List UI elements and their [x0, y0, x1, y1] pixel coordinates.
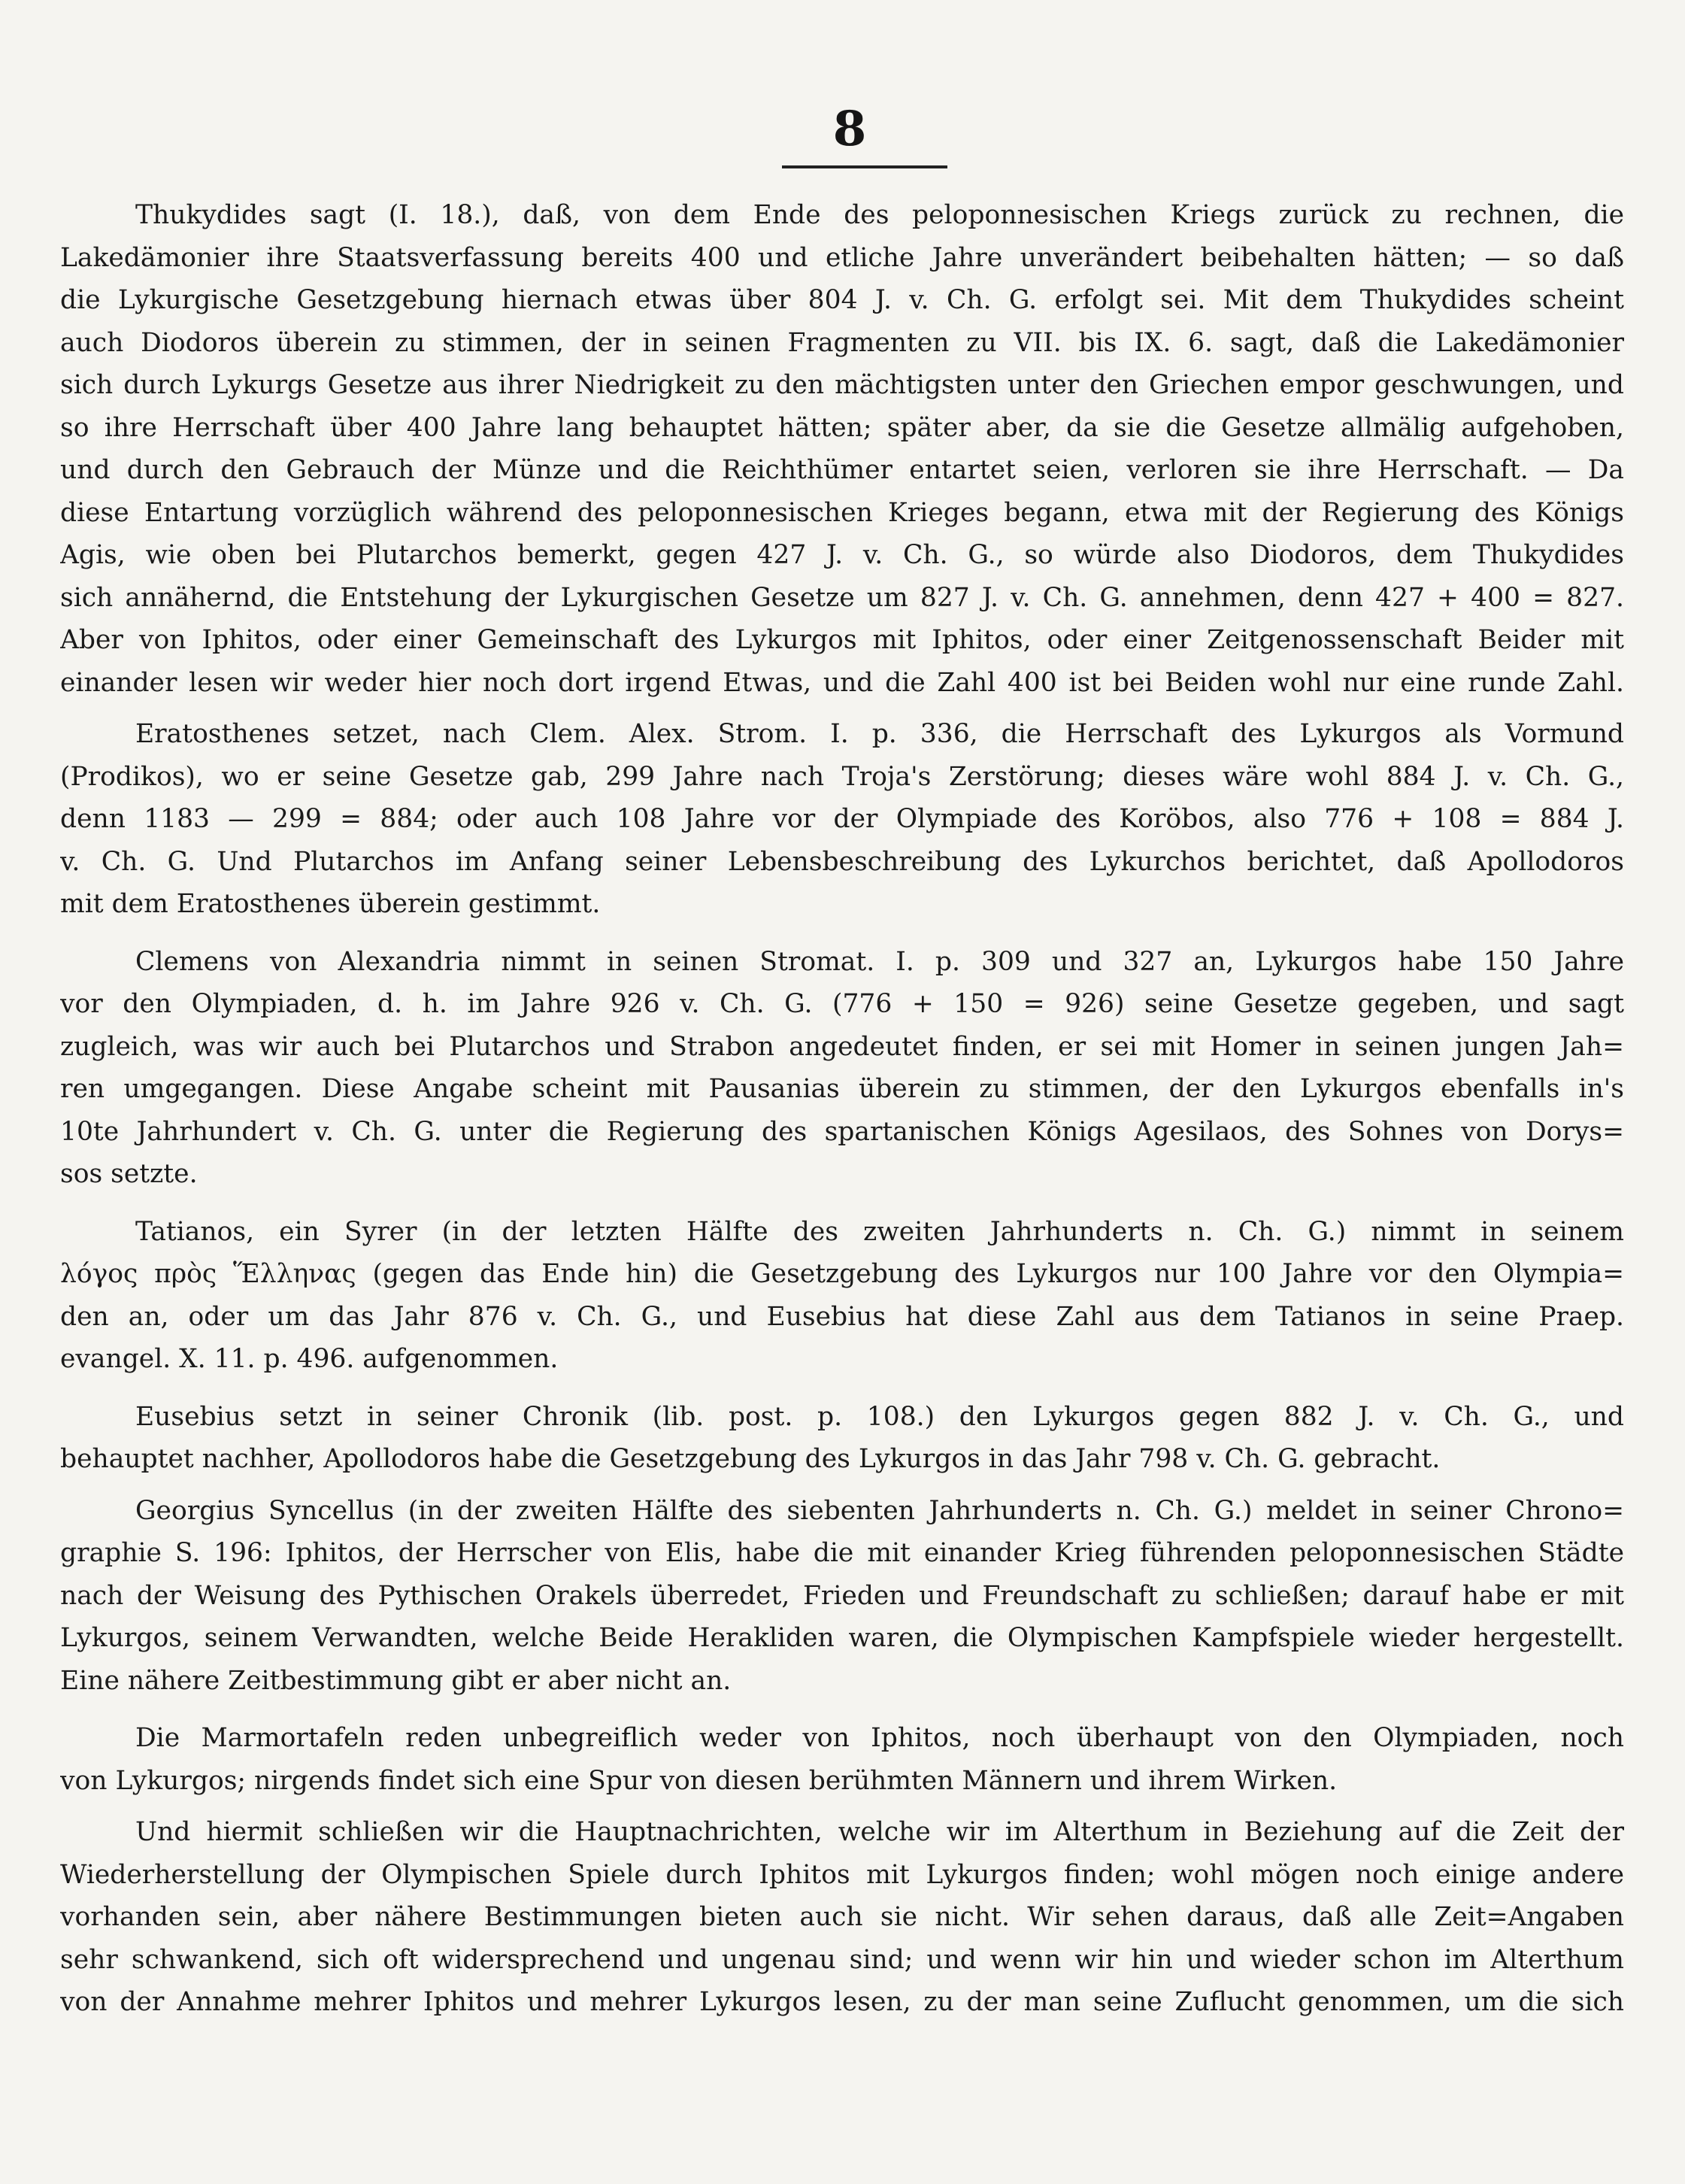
text-line: die Lykurgische Gesetzgebung hiernach etwas über 804 J. v. Ch. G. erfolgt sei. Mit dem Thukydides scheint	[60, 285, 1624, 315]
header-rule	[782, 165, 947, 168]
text-line: 10te Jahrhundert v. Ch. G. unter die Regierung des spartanischen Königs Agesilaos, des Sohnes von Dorys=	[60, 1116, 1624, 1147]
page-number: 8	[832, 101, 867, 157]
text-line: denn 1183 — 299 = 884; oder auch 108 Jahre vor der Olympiade des Koröbos, also 776 + 108 = 884 J.	[60, 804, 1624, 834]
text-line: Agis, wie oben bei Plutarchos bemerkt, gegen 427 J. v. Ch. G., so würde also Diodoros, dem Thukydides	[60, 540, 1624, 570]
text-line: einander lesen wir weder hier noch dort irgend Etwas, und die Zahl 400 ist bei Beiden wohl nur eine runde Zahl.	[60, 667, 1624, 698]
text-line: mit dem Eratosthenes überein gestimmt.	[60, 889, 601, 919]
paragraph-tatianos	[60, 1211, 1624, 1381]
text-line: sich annähernd, die Entstehung der Lykurgischen Gesetze um 827 J. v. Ch. G. annehmen, denn 427 + 400 = 827.	[60, 582, 1624, 613]
text-line: nach der Weisung des Pythischen Orakels überredet, Frieden und Freundschaft zu schließen; darauf habe er mit	[60, 1580, 1624, 1611]
text-line: ren umgegangen. Diese Angabe scheint mit Pausanias überein zu stimmen, der den Lykurgos ebenfalls in's	[60, 1074, 1624, 1104]
text-line: Die Marmortafeln reden unbegreiflich weder von Iphitos, noch überhaupt von den Olympiaden, noch	[135, 1723, 1624, 1753]
text-line: v. Ch. G. Und Plutarchos im Anfang seiner Lebensbeschreibung des Lykurchos berichtet, daß Apollodoros	[60, 846, 1624, 877]
text-line: Eusebius setzt in seiner Chronik (lib. post. p. 108.) den Lykurgos gegen 882 J. v. Ch. G., und	[135, 1401, 1624, 1432]
text-line: von Lykurgos; nirgends findet sich eine Spur von diesen berühmten Männern und ihrem Wirken.	[60, 1765, 1338, 1796]
text-line: Wiederherstellung der Olympischen Spiele durch Iphitos mit Lykurgos finden; wohl mögen noch einige andere	[60, 1859, 1624, 1890]
text-line: Und hiermit schließen wir die Hauptnachrichten, welche wir im Alterthum in Beziehung auf die Zeit der	[135, 1817, 1624, 1847]
text-line: den an, oder um das Jahr 876 v. Ch. G., und Eusebius hat diese Zahl aus dem Tatianos in seine Praep.	[60, 1301, 1624, 1332]
paragraph-eratosthenes	[60, 713, 1624, 926]
paragraph-marmortafeln	[60, 1717, 1624, 1802]
paragraph-eusebius	[60, 1396, 1624, 1481]
text-line: evangel. X. 11. p. 496. aufgenommen.	[60, 1344, 559, 1374]
text-line: vorhanden sein, aber nähere Bestimmungen bieten auch sie nicht. Wir sehen daraus, daß alle Zeit=Angaben	[60, 1902, 1624, 1932]
text-line: Georgius Syncellus (in der zweiten Hälfte des siebenten Jahrhunderts n. Ch. G.) meldet in seiner Chrono=	[135, 1495, 1624, 1526]
body-text	[60, 194, 1624, 2024]
text-line: λόγος πρὸς Ἕλληνας (gegen das Ende hin) die Gesetzgebung des Lykurgos nur 100 Jahre vor den Olympia=	[60, 1259, 1624, 1289]
text-line: Thukydides sagt (I. 18.), daß, von dem Ende des peloponnesischen Kriegs zurück zu rechnen, die	[135, 200, 1624, 230]
text-line: behauptet nachher, Apollodoros habe die Gesetzgebung des Lykurgos in das Jahr 798 v. Ch. G. gebracht.	[60, 1444, 1441, 1474]
text-line: diese Entartung vorzüglich während des peloponnesischen Krieges begann, etwa mit der Regierung des Königs	[60, 497, 1624, 528]
text-line: graphie S. 196: Iphitos, der Herrscher von Elis, habe die mit einander Krieg führenden peloponnesischen Städte	[60, 1538, 1624, 1568]
text-line: so ihre Herrschaft über 400 Jahre lang behauptet hätten; später aber, da sie die Gesetze allmälig aufgehoben,	[60, 412, 1624, 443]
text-line: Lykurgos, seinem Verwandten, welche Beide Herakliden waren, die Olympischen Kampfspiele wieder hergestellt.	[60, 1623, 1624, 1653]
text-line: (Prodikos), wo er seine Gesetze gab, 299 Jahre nach Troja's Zerstörung; dieses wäre wohl 884 J. v. Ch. G.,	[60, 761, 1624, 792]
text-line: sich durch Lykurgs Gesetze aus ihrer Niedrigkeit zu den mächtigsten unter den Griechen empor geschwungen, und	[60, 370, 1624, 400]
paragraph-clemens	[60, 941, 1624, 1196]
text-line: Tatianos, ein Syrer (in der letzten Hälfte des zweiten Jahrhunderts n. Ch. G.) nimmt in seinem	[135, 1216, 1624, 1247]
paragraph-thukydides	[60, 194, 1624, 704]
text-line: und durch den Gebrauch der Münze und die Reichthümer entartet seien, verloren sie ihre Herrschaft. — Da	[60, 455, 1624, 485]
paragraph-hauptnachrichten	[60, 1811, 1624, 2024]
text-line: sos setzte.	[60, 1159, 198, 1189]
text-line: von der Annahme mehrer Iphitos und mehrer Lykurgos lesen, zu der man seine Zuflucht genommen, um die sich	[60, 1987, 1624, 2017]
text-line: Aber von Iphitos, oder einer Gemeinschaft des Lykurgos mit Iphitos, oder einer Zeitgenossenschaft Beider mit	[60, 625, 1624, 655]
text-line: Lakedämonier ihre Staatsverfassung bereits 400 und etliche Jahre unverändert beibehalten hätten; — so daß	[60, 242, 1624, 273]
text-line: Eine nähere Zeitbestimmung gibt er aber nicht an.	[60, 1665, 732, 1696]
paragraph-syncellus	[60, 1490, 1624, 1703]
text-line: vor den Olympiaden, d. h. im Jahre 926 v. Ch. G. (776 + 150 = 926) seine Gesetze gegeben, und sagt	[60, 989, 1624, 1019]
text-line: Eratosthenes setzet, nach Clem. Alex. Strom. I. p. 336, die Herrschaft des Lykurgos als Vormund	[135, 719, 1624, 749]
text-line: zugleich, was wir auch bei Plutarchos und Strabon angedeutet finden, er sei mit Homer in seinen jungen Jah=	[60, 1031, 1624, 1062]
text-line: sehr schwankend, sich oft widersprechend und ungenau sind; und wenn wir hin und wieder schon im Alterthum	[60, 1944, 1624, 1975]
text-line: Clemens von Alexandria nimmt in seinen Stromat. I. p. 309 und 327 an, Lykurgos habe 150 Jahre	[135, 946, 1624, 977]
text-line: auch Diodoros überein zu stimmen, der in seinen Fragmenten zu VII. bis IX. 6. sagt, daß die Lakedämonier	[60, 327, 1624, 358]
